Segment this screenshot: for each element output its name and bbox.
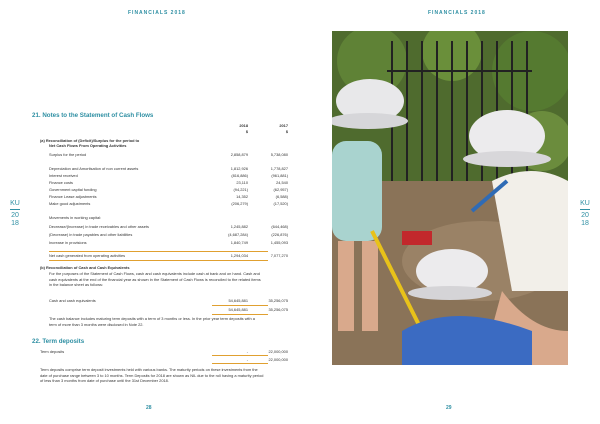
- table-cell: 1,778,827: [270, 166, 288, 171]
- term-deposits-total-2018: -: [246, 357, 248, 362]
- net-cash-2017: 7,077,270: [270, 253, 288, 258]
- table-row-label: Government capital funding: [49, 187, 97, 192]
- term-deposits-label: Term deposits: [40, 349, 65, 354]
- table-cell: (4,687,284): [228, 232, 248, 237]
- subsection-b-paragraph: For the purposes of the Statement of Cash Flows, cash and cash equivalents include cash at bank and on hand. Cash and cash equivalents at the end of the financial year as shown in the Statement of Cash Flows is reconciled to the related items in the balance sheet as follows:: [49, 271, 261, 287]
- table-row-label: Finance costs: [49, 180, 74, 185]
- divider: [212, 305, 268, 306]
- page-number: 29: [446, 405, 452, 411]
- table-row-label: (Decrease) in trade payables and other liabilities: [49, 232, 133, 237]
- side-tab-divider: [580, 209, 590, 210]
- table-cell: 23,110: [236, 180, 248, 185]
- divider: [212, 363, 268, 364]
- page-header: FINANCIALS 2018: [128, 10, 186, 16]
- cash-total-2017: 35,256,075: [268, 307, 288, 312]
- working-capital-label: Movements in working capital:: [49, 215, 102, 220]
- table-cell: 24,540: [276, 180, 288, 185]
- subsection-b-title: (b) Reconciliation of Cash and Cash Equivalents: [40, 265, 130, 270]
- side-tab-divider: [10, 209, 20, 210]
- cash-total-2018: 54,645,881: [228, 307, 248, 312]
- net-cash-label: Net cash generated from operating activities: [49, 253, 126, 258]
- divider: [49, 251, 268, 252]
- subsection-a-title-2: Net Cash Flows From Operating Activities: [49, 143, 127, 148]
- section-21-title: 21. Notes to the Statement of Cash Flows: [32, 112, 154, 119]
- table-cell: 14,352: [236, 194, 248, 199]
- table-cell: (644,468): [271, 224, 288, 229]
- right-page: [300, 0, 600, 424]
- table-cell: (62,957): [273, 187, 288, 192]
- table-row-label: Depreciation and Amortisation of non current assets: [49, 166, 139, 171]
- table-cell: (6,588): [275, 194, 288, 199]
- subsection-a-title: (a) Reconciliation of (Deficit)/Surplus for the period to: [40, 138, 140, 143]
- table-cell: 1,840,749: [230, 240, 248, 245]
- table-row-label: Interest received: [49, 173, 78, 178]
- table-cell: (961,881): [271, 173, 288, 178]
- page-header: FINANCIALS 2018: [428, 10, 486, 16]
- side-tab: [8, 200, 22, 228]
- table-row-label: Decrease/(Increase) in trade receivables and other assets: [49, 224, 149, 229]
- term-deposits-2018: -: [246, 349, 248, 354]
- section-22-title: 22. Term deposits: [32, 338, 85, 345]
- divider: [49, 260, 268, 261]
- photo-illustration: [332, 31, 568, 365]
- currency-2017: $: [285, 129, 288, 134]
- side-tab: [578, 200, 592, 228]
- table-cell: 1,455,093: [270, 240, 288, 245]
- surplus-2018: 2,858,879: [230, 152, 248, 157]
- table-row-label: Make good adjustments: [49, 201, 91, 206]
- table-cell: 1,812,926: [230, 166, 248, 171]
- side-tab-label: KU: [10, 200, 20, 207]
- page-number: 28: [146, 405, 152, 411]
- cash-label: Cash and cash equivalents: [49, 298, 96, 303]
- col-header-2018: 2018: [239, 123, 248, 128]
- table-cell: (206,279): [231, 201, 248, 206]
- cash-2018: 54,645,881: [228, 298, 248, 303]
- table-row-label: Increase in provisions: [49, 240, 87, 245]
- side-tab-year-a: 20: [581, 212, 589, 219]
- surplus-2017: 5,738,080: [270, 152, 288, 157]
- term-deposits-2017: 22,000,000: [268, 349, 288, 354]
- table-row-label: Finance Lease adjustments: [49, 194, 97, 199]
- side-tab-year-a: 20: [11, 212, 19, 219]
- surplus-label: Surplus for the period: [49, 152, 87, 157]
- table-cell: (17,520): [273, 201, 288, 206]
- side-tab-label: KU: [580, 200, 590, 207]
- table-cell: (226,876): [271, 232, 288, 237]
- cash-note: The cash balance includes maturing term deposits with a term of 3 months or less. In the prior year term deposits with a term of more than 3 months were disclosed in Note 22.: [49, 316, 255, 327]
- divider: [212, 355, 268, 356]
- net-cash-2018: 1,294,034: [230, 253, 248, 258]
- table-cell: (816,886): [231, 173, 248, 178]
- table-cell: 1,245,882: [230, 224, 248, 229]
- side-tab-year-b: 18: [11, 220, 19, 227]
- table-cell: (94,221): [233, 187, 248, 192]
- currency-2018: $: [245, 129, 248, 134]
- side-tab-year-b: 18: [581, 220, 589, 227]
- term-deposits-paragraph: Term deposits comprise term deposit investments held with various banks. The maturity periods on these investments from the date of purchase range between 3 to 10 months. Term Deposits for 2018 are shown as NIL due to the roll having a maturity period of less than 3 months from date of purchase until the 31st December 2018.: [40, 367, 264, 383]
- children-playing-photo: [332, 31, 568, 365]
- col-header-2017: 2017: [279, 123, 288, 128]
- divider: [212, 314, 268, 315]
- cash-2017: 35,256,075: [268, 298, 288, 303]
- term-deposits-total-2017: 22,000,000: [268, 357, 288, 362]
